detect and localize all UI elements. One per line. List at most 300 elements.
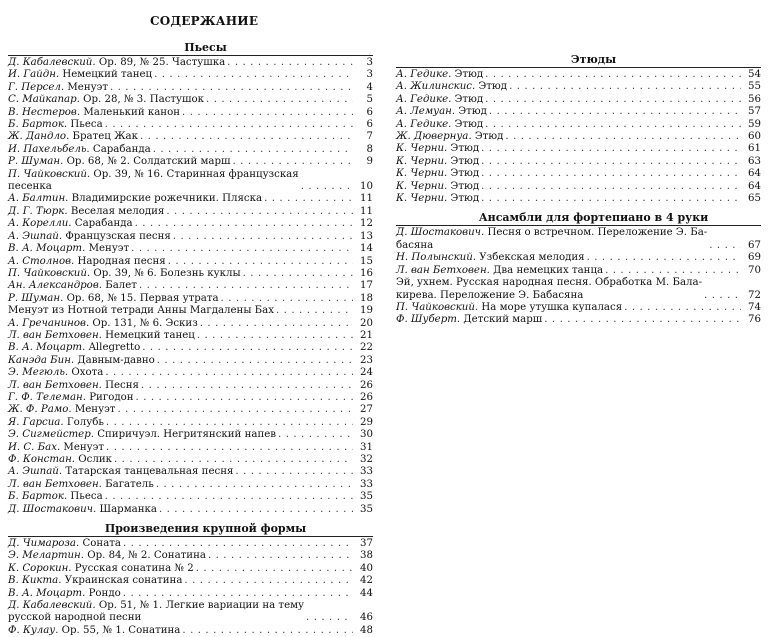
page-number: 38 (360, 550, 373, 562)
page-number: 57 (748, 106, 761, 118)
entry-author: Д. Кабалевский. (8, 600, 96, 612)
page-number: 21 (360, 329, 373, 341)
leader-dots (135, 218, 353, 230)
toc-entry[interactable] (8, 392, 373, 404)
entry-author: Б. Барток. (8, 491, 68, 503)
toc-entry[interactable] (8, 305, 373, 317)
page-number: 32 (360, 454, 373, 465)
leader-dots (182, 107, 353, 119)
entry-text (8, 600, 304, 625)
leader-dots (157, 355, 353, 367)
entry-text (8, 355, 155, 367)
leader-dots (184, 575, 353, 587)
entry-text (8, 417, 104, 429)
entry-text (8, 404, 115, 416)
toc-entry[interactable] (8, 588, 373, 600)
section-heading: Ансамбли для фортепиано в 4 руки (478, 211, 709, 225)
entry-text (8, 380, 139, 392)
entry-text (8, 293, 219, 305)
leader-dots (276, 305, 353, 317)
entry-text (396, 168, 479, 180)
leader-dots (509, 81, 741, 93)
entry-author: А. Жилинскис. (396, 81, 476, 93)
section-heading: Пьесы (184, 41, 227, 54)
toc-entry[interactable] (8, 342, 373, 354)
entry-list (8, 55, 373, 516)
entry-author: Д. Шостакович. (8, 503, 97, 515)
entry-title: Менуэт из Нотной тетради Анны Магдалены Бах (8, 305, 274, 317)
page-number: 9 (366, 156, 373, 168)
entry-author: Б. Барток. (8, 119, 68, 131)
page-number: 65 (748, 193, 761, 205)
leader-dots (306, 612, 353, 624)
leader-dots (709, 240, 741, 252)
entry-title: Немецкий танец (59, 69, 153, 81)
page-number: 70 (748, 264, 761, 276)
entry-text (8, 206, 164, 218)
entry-title: Багатель (101, 478, 154, 490)
toc-entry[interactable] (396, 227, 761, 252)
entry-title: Русская сонатина № 2 (71, 562, 194, 574)
entry-author: В. А. Моцарт. (8, 243, 86, 255)
toc-entry[interactable] (8, 491, 373, 503)
leader-dots (154, 69, 353, 81)
leader-dots (173, 231, 353, 243)
page-number: 60 (748, 131, 761, 143)
toc-entry[interactable] (396, 106, 761, 118)
page-number: 26 (360, 379, 373, 391)
leader-dots (206, 94, 353, 106)
entry-author: К. Черни. (396, 155, 448, 167)
entry-author: К. Черни. (396, 143, 448, 155)
entry-title: Владимирские рожечники. Пляска (68, 193, 263, 205)
entry-title: Сарабанда (71, 218, 133, 230)
leader-dots (197, 330, 353, 342)
entry-author: Р. Шуман. (8, 156, 64, 168)
entry-title: Этюд (475, 81, 508, 93)
leader-dots (136, 392, 353, 404)
entry-text (396, 302, 622, 314)
leader-dots (139, 280, 353, 292)
toc-entry[interactable] (396, 181, 761, 193)
toc-entry[interactable] (396, 156, 761, 168)
page-number: 6 (366, 106, 373, 118)
leader-dots (168, 256, 353, 268)
page-number: 44 (360, 587, 373, 599)
entry-text (8, 305, 274, 317)
toc-entry[interactable] (8, 429, 373, 441)
entry-author: Ф. Шуберт. (396, 314, 461, 326)
entry-text (8, 318, 198, 330)
entry-author: Л. ван Бетховен. (8, 478, 102, 490)
page-number: 22 (360, 342, 373, 354)
entry-title: Ор. 55, № 1. Сонатина (58, 624, 181, 636)
leader-dots (110, 82, 353, 94)
toc-entry[interactable] (8, 193, 373, 205)
leader-dots (485, 94, 741, 106)
toc-entry[interactable] (8, 169, 373, 194)
entry-text (8, 504, 157, 516)
entry-list (8, 536, 373, 637)
entry-title: Немецкий танец (101, 329, 195, 341)
page-number: 16 (360, 267, 373, 279)
entry-author: Ф. Кулау. (8, 624, 59, 636)
leader-dots (544, 314, 741, 326)
entry-author: Ф. Констан. (8, 454, 76, 465)
entry-author: Канэда Бин. (8, 354, 75, 366)
entry-text (8, 330, 195, 342)
leader-dots (166, 206, 353, 218)
toc-entry[interactable] (396, 94, 761, 106)
entry-title: Этюд (455, 106, 487, 118)
entry-text (8, 466, 233, 478)
toc-entry[interactable] (8, 119, 373, 131)
page-number: 69 (748, 252, 761, 264)
entry-text (8, 454, 112, 466)
leader-dots (587, 252, 741, 264)
entry-author: А. Столнов. (8, 255, 75, 267)
toc-entry[interactable] (8, 82, 373, 94)
toc-entry[interactable] (396, 265, 761, 277)
leader-dots (105, 491, 353, 503)
toc-entry[interactable] (8, 330, 373, 342)
toc-entry[interactable] (8, 94, 373, 106)
entry-author: А. Эшпай. (8, 466, 63, 478)
entry-author: А. Гедике. (396, 93, 452, 105)
entry-title: Этюд (451, 93, 484, 105)
leader-dots (159, 504, 353, 516)
page-title: СОДЕРЖАНИЕ (150, 14, 259, 28)
entry-title: Братец Жак (69, 131, 138, 143)
entry-author: Ж. Ф. Рамо. (8, 404, 72, 416)
leader-dots (105, 119, 353, 131)
leader-dots (264, 193, 353, 205)
entry-text (8, 144, 151, 156)
leader-dots (196, 563, 353, 575)
toc-entry[interactable] (8, 355, 373, 367)
leader-dots (153, 144, 353, 156)
leader-dots (505, 131, 741, 143)
toc-entry[interactable] (8, 218, 373, 230)
leader-dots (232, 156, 353, 168)
entry-author: В. А. Моцарт. (8, 587, 86, 599)
toc-entry[interactable] (8, 404, 373, 416)
leader-dots (481, 168, 741, 180)
entry-author: Я. Гарсиа. (8, 416, 64, 428)
toc-entry[interactable] (396, 81, 761, 93)
toc-entry[interactable] (8, 69, 373, 81)
entry-title: Allegretto (85, 342, 141, 354)
entry-title: Этюд (471, 131, 504, 143)
entry-title: Веселая мелодия (67, 205, 165, 217)
entry-title: Сарабанда (89, 143, 151, 155)
entry-title: Украинская сонатина (61, 575, 183, 587)
page-number: 24 (360, 367, 373, 379)
entry-text (8, 193, 262, 205)
entry-title: Ор. 68, № 2. Солдатский марш (63, 156, 231, 168)
leader-dots (481, 193, 741, 205)
toc-entry[interactable] (8, 280, 373, 292)
toc-entry[interactable] (8, 318, 373, 330)
toc-entry[interactable] (396, 302, 761, 314)
toc-entry[interactable] (8, 550, 373, 562)
entry-author: А. Гедике. (396, 69, 452, 80)
entry-title: Ригодон (85, 391, 134, 403)
leader-dots (278, 429, 353, 441)
leader-dots (235, 466, 353, 478)
entry-text (396, 156, 479, 168)
entry-author: П. Чайковский. (396, 301, 479, 313)
toc-entry[interactable] (8, 206, 373, 218)
entry-title: Этюд (447, 143, 480, 155)
page-number: 63 (748, 155, 761, 167)
toc-entry[interactable] (396, 252, 761, 264)
entry-author: К. Черни. (396, 193, 448, 205)
entry-title: Ор. 39, № 6. Болезнь куклы (90, 267, 241, 279)
leader-dots (106, 417, 353, 429)
entry-title: Песня (101, 379, 139, 391)
entry-author: Н. Полынский. (396, 252, 477, 264)
entry-list (396, 67, 761, 205)
entry-text (8, 342, 140, 354)
entry-title: На море утушка купалася (478, 301, 623, 313)
entry-title: Эй, ухнем. Русская народная песня. Обработка М. Бала- кирева. Переложение Э. Бабасяна (396, 277, 703, 301)
toc-entry[interactable] (8, 417, 373, 429)
entry-text (8, 218, 133, 230)
entry-author: С. Майкапар. (8, 94, 80, 106)
entry-title: Охота (68, 367, 104, 379)
entry-author: Д. Чимароза. (8, 538, 80, 550)
entry-title: Менуэт (60, 441, 105, 453)
entry-title: Балет (102, 280, 137, 292)
leader-dots (140, 131, 353, 143)
entry-title: Давным-давно (74, 354, 155, 366)
entry-author: И. Гайдн. (8, 69, 60, 81)
left-column (8, 40, 373, 637)
leader-dots (485, 119, 741, 131)
leader-dots (117, 404, 353, 416)
entry-title: Два немецких танца (489, 264, 604, 276)
leader-dots (221, 293, 353, 305)
toc-entry[interactable] (8, 625, 373, 637)
entry-title: Ор. 51, № 1. Легкие вариации на тему русской народной песни (8, 600, 305, 624)
toc-entry[interactable] (396, 314, 761, 326)
entry-author: П. Чайковский. (8, 168, 91, 180)
leader-dots (105, 367, 353, 379)
entry-title: Рондо (85, 587, 121, 599)
entry-text (8, 442, 104, 454)
toc-entry[interactable] (8, 454, 373, 466)
page-number: 74 (748, 301, 761, 313)
leader-dots (200, 318, 353, 330)
toc-entry[interactable] (8, 380, 373, 392)
leader-dots (156, 479, 353, 491)
entry-text (396, 131, 503, 143)
entry-title: Ор. 84, № 2. Сонатина (83, 550, 206, 562)
toc-entry[interactable] (8, 57, 373, 69)
page-number: 33 (360, 466, 373, 478)
entry-title: Этюд (447, 168, 480, 180)
entry-text (8, 156, 230, 168)
entry-title: Детский марш (460, 314, 543, 326)
page-number: 56 (748, 93, 761, 105)
entry-title: Этюд (447, 193, 480, 205)
page-number: 48 (360, 624, 373, 636)
page-number: 6 (366, 119, 373, 131)
toc-entry[interactable] (396, 277, 761, 302)
page-number: 19 (360, 305, 373, 317)
toc-entry[interactable] (8, 107, 373, 119)
toc-entry[interactable] (8, 293, 373, 305)
entry-author: К. Сорокин. (8, 562, 72, 574)
entry-title: Менуэт (64, 81, 108, 93)
entry-author: В. Кикта. (8, 575, 62, 587)
entry-text (8, 57, 225, 69)
entry-text (396, 252, 585, 264)
toc-entry[interactable] (396, 168, 761, 180)
leader-dots (481, 156, 741, 168)
toc-entry[interactable] (8, 367, 373, 379)
toc-entry[interactable] (8, 268, 373, 280)
entry-title: Пьеса (67, 491, 103, 503)
toc-entry[interactable] (8, 156, 373, 168)
page-number: 5 (366, 94, 373, 106)
entry-author: А. Корелли. (8, 218, 72, 230)
entry-list (396, 225, 761, 326)
toc-entry[interactable] (396, 69, 761, 81)
toc-entry[interactable] (8, 144, 373, 156)
entry-title: Ор. 89, № 25. Частушка (95, 57, 226, 68)
entry-title: Этюд (451, 118, 484, 130)
toc-entry[interactable] (8, 479, 373, 491)
page-number: 72 (748, 289, 761, 301)
page-number: 17 (360, 280, 373, 292)
leader-dots (605, 265, 741, 277)
toc-entry[interactable] (396, 193, 761, 205)
entry-author: В. А. Моцарт. (8, 342, 86, 354)
leader-dots (485, 69, 741, 81)
leader-dots (141, 380, 353, 392)
entry-text (8, 429, 276, 441)
page-number: 18 (360, 292, 373, 304)
entry-text (396, 106, 487, 118)
entry-text (396, 193, 479, 205)
entry-author: И. Пахельбель. (8, 143, 90, 155)
entry-title: Шарманка (96, 503, 157, 515)
toc-entry[interactable] (396, 119, 761, 131)
page-number: 67 (748, 239, 761, 251)
entry-text (8, 392, 134, 404)
entry-author: Г. Персел. (8, 81, 65, 93)
page-number: 29 (360, 416, 373, 428)
entry-text (396, 277, 702, 302)
entry-author: В. Нестеров. (8, 106, 81, 118)
entry-author: Р. Шуман. (8, 292, 64, 304)
page-number: 35 (360, 503, 373, 515)
entry-text (8, 94, 204, 106)
entry-text (8, 280, 137, 292)
toc-entry[interactable] (8, 243, 373, 255)
entry-author: А. Балтин. (8, 193, 69, 205)
toc-entry[interactable] (8, 538, 373, 550)
entry-author: К. Черни. (396, 180, 448, 192)
leader-dots (208, 550, 353, 562)
entry-text (8, 479, 154, 491)
page-number: 12 (360, 218, 373, 230)
entry-title: Народная песня (74, 255, 166, 267)
entry-text (396, 181, 479, 193)
page-number: 46 (360, 612, 373, 624)
entry-text (396, 314, 542, 326)
page-number: 30 (360, 429, 373, 441)
entry-title: Голубь (63, 416, 104, 428)
entry-title: Этюд (451, 69, 484, 80)
page-number: 61 (748, 143, 761, 155)
entry-text (396, 69, 483, 81)
toc-entry[interactable] (8, 466, 373, 478)
toc-entry[interactable] (8, 575, 373, 587)
entry-title: Пьеса (67, 119, 103, 131)
page-number: 14 (360, 243, 373, 255)
entry-text (396, 143, 479, 155)
entry-text (8, 69, 152, 81)
page-number: 13 (360, 230, 373, 242)
entry-title: Менуэт (71, 404, 116, 416)
leader-dots (489, 106, 741, 118)
page-number: 64 (748, 180, 761, 192)
entry-author: П. Чайковский. (8, 267, 91, 279)
entry-text (8, 625, 180, 637)
entry-text (8, 82, 108, 94)
toc-entry[interactable] (8, 442, 373, 454)
toc-entry[interactable] (8, 256, 373, 268)
entry-author: А. Эшпай. (8, 230, 63, 242)
entry-author: А. Гречанинов. (8, 317, 90, 329)
right-column (396, 52, 761, 327)
page-number: 54 (748, 69, 761, 80)
toc-entry[interactable] (8, 504, 373, 516)
entry-text (8, 231, 171, 243)
toc-entry[interactable] (396, 131, 761, 143)
leader-dots (301, 181, 353, 193)
toc-entry[interactable] (8, 131, 373, 143)
entry-title: Этюд (447, 180, 480, 192)
section-heading: Произведения крупной формы (104, 522, 307, 536)
page-number: 40 (360, 562, 373, 574)
page-number: 8 (366, 143, 373, 155)
leader-dots (481, 181, 741, 193)
page-number: 7 (366, 131, 373, 143)
entry-author: Ж. Дандло. (8, 131, 70, 143)
entry-text (8, 575, 182, 587)
page-number: 31 (360, 441, 373, 453)
page-number: 26 (360, 391, 373, 403)
leader-dots (182, 625, 353, 637)
toc-entry[interactable] (8, 231, 373, 243)
toc-entry[interactable] (8, 563, 373, 575)
entry-author: К. Черни. (396, 168, 448, 180)
entry-author: Э. Мегюль. (8, 367, 69, 379)
entry-text (396, 81, 507, 93)
section-heading: Этюды (570, 53, 617, 66)
page-number: 11 (360, 193, 373, 205)
toc-entry[interactable] (396, 143, 761, 155)
toc-entry[interactable] (8, 600, 373, 625)
leader-dots (114, 454, 353, 466)
entry-title: Татарская танцевальная песня (62, 466, 234, 478)
entry-title: Узбекская мелодия (476, 252, 585, 264)
entry-text (8, 367, 103, 379)
